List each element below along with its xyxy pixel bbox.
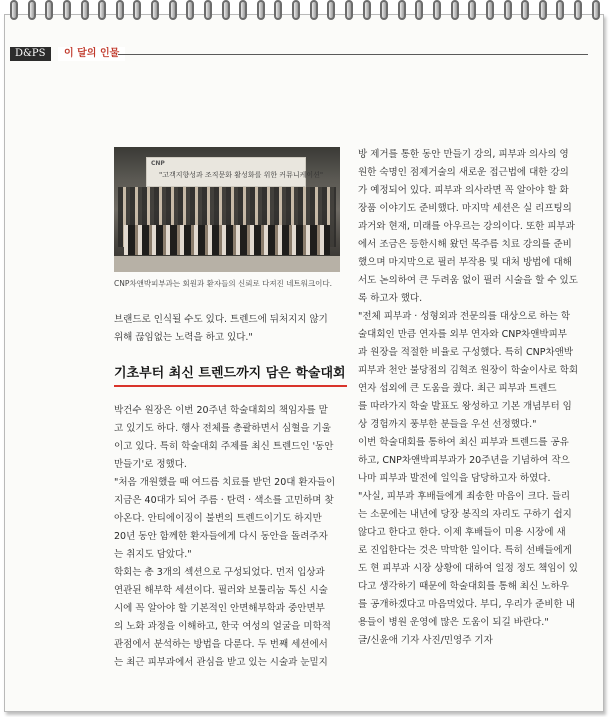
quote-line: 아온다. 안티에이징이 불변의 트렌드이기도 하지만 — [114, 513, 322, 524]
spiral-ring — [415, 0, 423, 20]
spiral-ring — [292, 0, 300, 20]
body-line: 장품 이야기도 준비했다. 마지막 세션은 실 리프팅의 — [358, 203, 572, 214]
spiral-ring — [28, 0, 36, 20]
spiral-ring — [81, 0, 89, 20]
spiral-ring — [468, 0, 476, 20]
magazine-tag: D&PS — [10, 47, 51, 61]
quote-line: 다고 생각하기 때문에 학술대회를 통해 최신 노하우 — [358, 581, 569, 592]
banner-logo: CNP — [151, 160, 165, 167]
spiral-ring — [574, 0, 582, 20]
section-title: 이 달의 인물 — [58, 47, 125, 61]
spiral-ring — [10, 0, 18, 20]
header-rule — [118, 54, 588, 55]
spiral-ring — [257, 0, 265, 20]
quote-line: 술대회인 만큼 연자를 외부 연자와 CNP차앤박피부 — [358, 329, 567, 340]
quote-line: 연자 섭외에 큰 도움을 줬다. 최근 피부과 트렌드 — [358, 383, 557, 394]
body-line: 박건수 원장은 이번 20주년 학술대회의 책임자를 맡 — [114, 405, 328, 416]
spiral-ring — [592, 0, 600, 20]
spiral-ring — [116, 0, 124, 20]
spiral-ring — [556, 0, 564, 20]
spiral-ring — [504, 0, 512, 20]
quote-line: 는 소문에는 내년에 당장 봉직의 자리도 구하기 쉽지 — [358, 509, 572, 520]
spiral-ring — [169, 0, 177, 20]
left-column-top — [114, 311, 352, 347]
quote-line: 는 취지도 담았다." — [114, 549, 192, 560]
spiral-ring — [204, 0, 212, 20]
body-line: 학회는 총 3개의 섹션으로 구성되었다. 먼저 입상과 — [114, 567, 325, 578]
spiral-ring — [222, 0, 230, 20]
quote-line: 피부과 천안 불당점의 김혁조 원장이 학술이사로 학회 — [358, 365, 579, 376]
spiral-ring — [521, 0, 529, 20]
spiral-ring — [239, 0, 247, 20]
body-line: 했으며 마지막으로 필러 부작용 및 대처 방법에 대해 — [358, 257, 572, 268]
event-banner — [146, 157, 324, 187]
quote-line: 를 공개하겠다고 마음먹었다. 부디, 우리가 준비한 내 — [358, 599, 575, 610]
spiral-ring — [133, 0, 141, 20]
quote-line: "전체 피부과 · 성형외과 전문의를 대상으로 하는 학 — [358, 311, 571, 322]
body-line: 시에 꼭 알아야 할 기본적인 안면해부학과 중안면부 — [114, 603, 325, 614]
quote-line: 로 진입한다는 것은 막막한 일이다. 특히 선배들에게 — [358, 545, 572, 556]
spiral-ring — [98, 0, 106, 20]
body-line: 연관된 해부학 세션이다. 필러와 보툴리눔 톡신 시술 — [114, 585, 328, 596]
body-line: 방 제거를 통한 동안 만들기 강의, 피부과 의사의 영 — [358, 149, 569, 160]
body-line: 나마 피부과 발전에 일익을 담당하고자 하였다. — [358, 473, 551, 484]
section-subheading: 기초부터 최신 트렌드까지 담은 학술대회 — [114, 365, 347, 387]
quote-line: 상 경험까지 풍부한 분들을 우선 선정했다." — [358, 419, 537, 430]
spiral-ring — [539, 0, 547, 20]
spiral-ring — [45, 0, 53, 20]
quote-line: 않다고 한다고 한다. 이제 후배들이 미용 시장에 새 — [358, 527, 566, 538]
body-line: 에서 조금은 등한시해 왔던 목주름 치료 강의를 준비 — [358, 239, 572, 250]
body-line: 원한 숙명인 점제거술의 새로운 접근법에 대한 강의 — [358, 167, 569, 178]
byline: 글/신윤애 기자 사진/민영주 기자 — [358, 635, 493, 646]
quote-line: 20년 동안 함께한 환자들에게 다시 동안을 돌려주자 — [114, 531, 328, 542]
spiral-ring — [398, 0, 406, 20]
quote-line: 지금은 40대가 되어 주름 · 탄력 · 색소를 고민하며 찾 — [114, 495, 334, 506]
banner-title: "고객지향성과 조직문화 활성화를 위한 커뮤니케이션" — [159, 171, 324, 179]
body-line: 만들기'로 정했다. — [114, 459, 187, 470]
spiral-ring — [274, 0, 282, 20]
crowd-front-row — [124, 225, 330, 255]
spiral-ring — [63, 0, 71, 20]
quote-line: 과 원장을 적절한 비율로 구성했다. 특히 CNP차앤박 — [358, 347, 573, 358]
body-line: 위해 끊임없는 노력을 하고 있다." — [114, 332, 253, 343]
right-column-body — [358, 146, 596, 650]
spiral-ring — [433, 0, 441, 20]
body-line: 브랜드로 인식될 수도 있다. 트렌드에 뒤처지지 않기 — [114, 314, 328, 325]
spiral-ring — [345, 0, 353, 20]
body-line: 과거와 현재, 미래를 아우르는 강의이다. 또한 피부과 — [358, 221, 575, 232]
photo-caption: CNP차앤박피부과는 회원과 환자들의 신뢰로 다져진 네트워크이다. — [114, 279, 333, 288]
body-line: 가 예정되어 있다. 피부과 의사라면 꼭 알아야 할 화 — [358, 185, 569, 196]
photo-floor — [114, 256, 340, 272]
body-line: 는 최근 피부과에서 관심을 받고 있는 시술과 눈밑지 — [114, 657, 328, 668]
quote-line: 용들이 병원 운영에 많은 도움이 되길 바란다." — [358, 617, 549, 628]
spiral-ring — [486, 0, 494, 20]
left-column-body — [114, 402, 352, 672]
spiral-ring — [380, 0, 388, 20]
spiral-ring — [151, 0, 159, 20]
spiral-ring — [363, 0, 371, 20]
body-line: 의 노화 과정을 이해하고, 한국 여성의 얼굴을 미학적 — [114, 621, 331, 632]
body-line: 이고 있다. 특히 학술대회 주제를 최신 트렌드인 '동안 — [114, 441, 334, 452]
quote-line: 도 현 피부과 시장 상황에 대하여 일정 정도 책임이 있 — [358, 563, 578, 574]
quote-line: 를 따라가지 학술 발표도 왕성하고 기본 개념부터 임 — [358, 401, 572, 412]
quote-line: "처음 개원했을 때 여드름 치료를 받던 20대 환자들이 — [114, 477, 336, 488]
body-line: 서도 논의하여 큰 두려움 없이 필러 시술을 할 수 있도 — [358, 275, 578, 286]
page-header — [10, 47, 588, 61]
group-photo — [114, 147, 340, 272]
body-line: 하고, CNP차앤박피부과가 20주년을 기념하여 작으 — [358, 455, 570, 466]
spiral-ring — [451, 0, 459, 20]
spiral-ring — [186, 0, 194, 20]
body-line: 고 있기도 하다. 행사 전체를 총괄하면서 심혈을 기울 — [114, 423, 331, 434]
spiral-binding — [10, 0, 600, 22]
body-line: 록 하고자 했다. — [358, 293, 423, 304]
spiral-ring — [310, 0, 318, 20]
body-line: 관점에서 분석하는 방법을 다룬다. 두 번째 세션에서 — [114, 639, 328, 650]
quote-line: "사실, 피부과 후배들에게 죄송한 마음이 크다. 들리 — [358, 491, 571, 502]
body-line: 이번 학술대회를 통하여 최신 피부과 트렌드를 공유 — [358, 437, 569, 448]
spiral-ring — [327, 0, 335, 20]
